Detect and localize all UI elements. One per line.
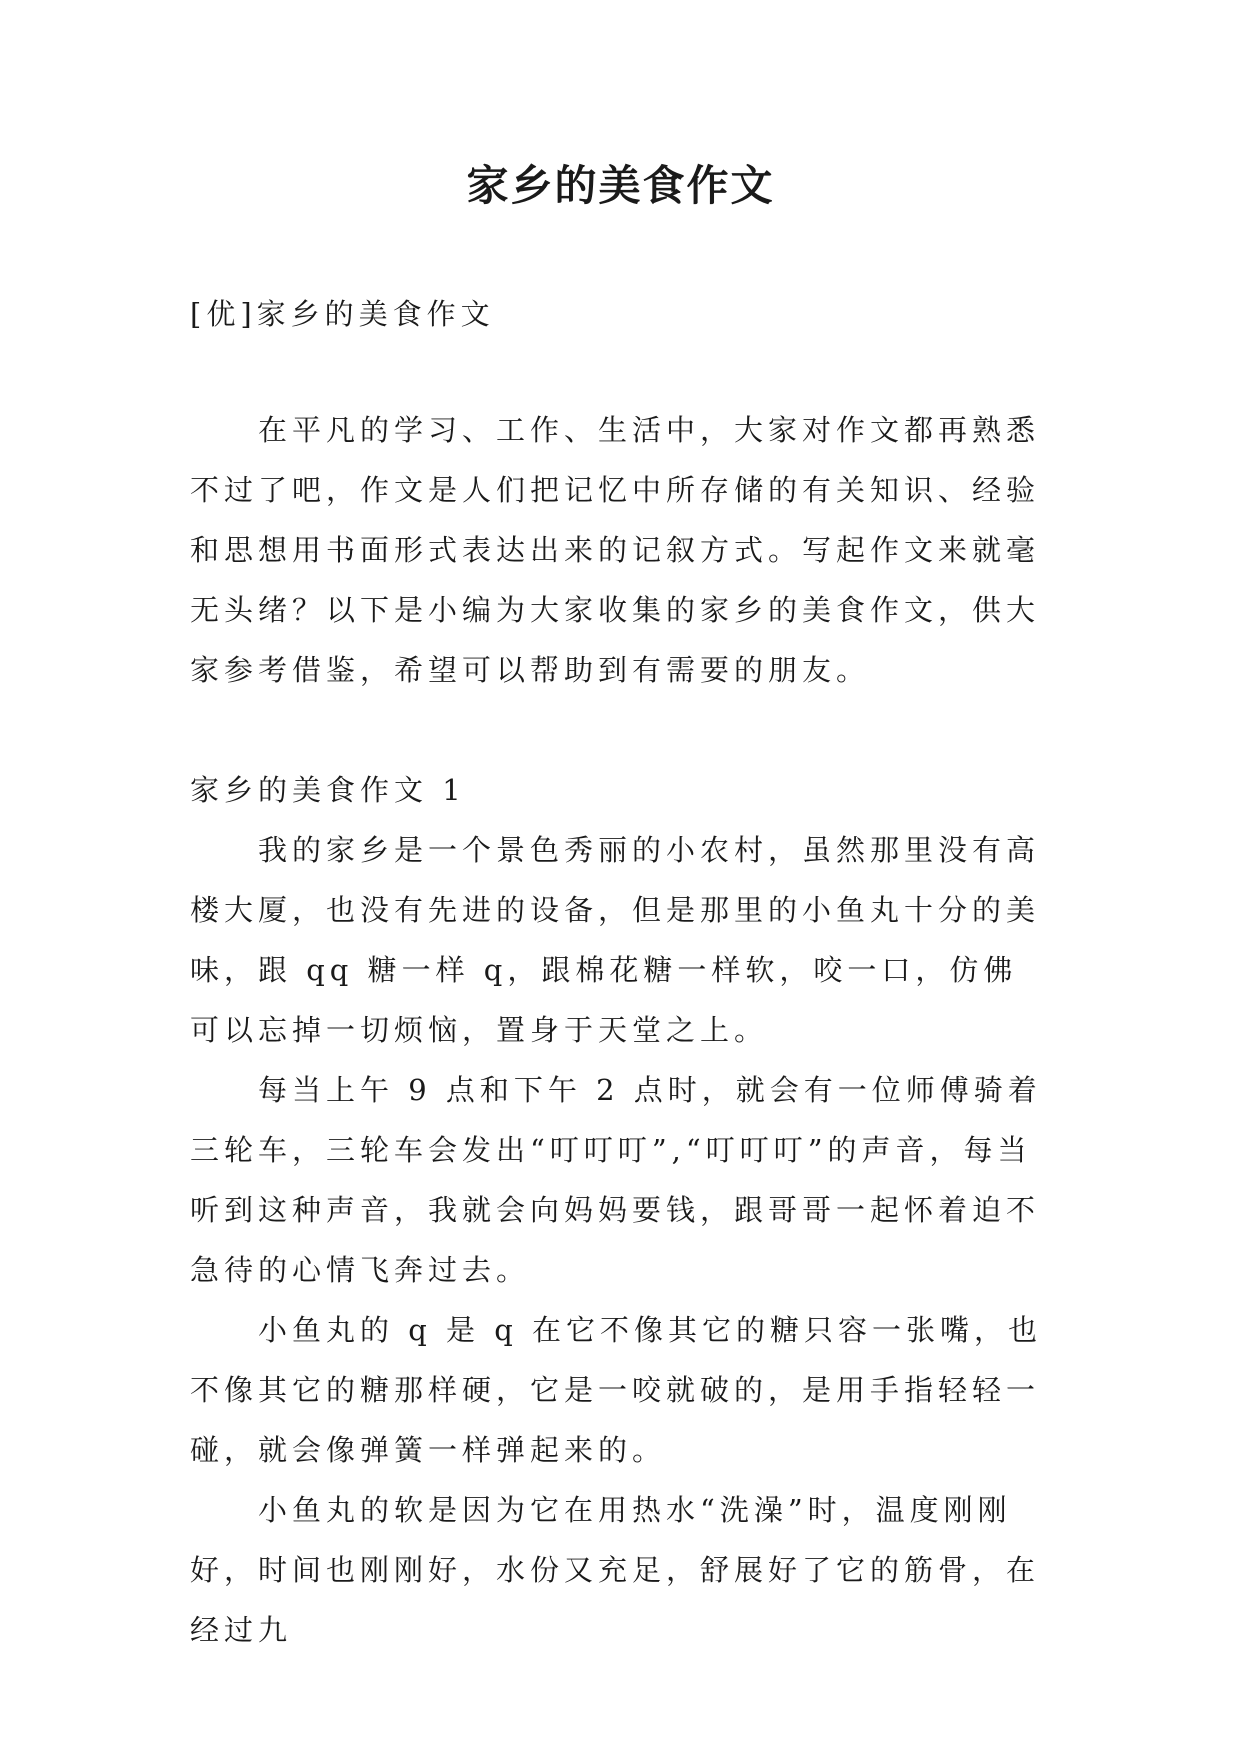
intro-paragraph: 在平凡的学习、工作、生活中，大家对作文都再熟悉不过了吧，作文是人们把记忆中所存储的有关知识、经验和思想用书面形式表达出来的记叙方式。写起作文来就毫无头绪？以下是小编为大家收集的家乡的美食作文，供大家参考借鉴，希望可以帮助到有需要的朋友。 bbox=[190, 413, 1041, 687]
essay-section bbox=[190, 760, 1050, 1660]
essay-paragraph: 每当上午 9 点和下午 2 点时，就会有一位师傅骑着三轮车，三轮车会发出“叮叮叮”,“叮叮叮”的声音，每当听到这种声音，我就会向妈妈要钱，跟哥哥一起怀着迫不急待的心情飞奔过去。 bbox=[190, 1073, 1042, 1287]
essay-paragraph: 小鱼丸的 q 是 q 在它不像其它的糖只容一张嘴，也不像其它的糖那样硬，它是一咬就破的，是用手指轻轻一碰，就会像弹簧一样弹起来的。 bbox=[190, 1313, 1043, 1467]
document-subtitle: [优]家乡的美食作文 bbox=[190, 297, 495, 331]
essay-paragraph: 我的家乡是一个景色秀丽的小农村，虽然那里没有高楼大厦，也没有先进的设备，但是那里的小鱼丸十分的美味，跟 qq 糖一样 q，跟棉花糖一样软，咬一口，仿佛可以忘掉一切烦恼，置身于天堂之上。 bbox=[190, 833, 1041, 1047]
section-heading: 家乡的美食作文 1 bbox=[190, 773, 466, 807]
page-title: 家乡的美食作文 bbox=[466, 161, 775, 210]
intro-block bbox=[190, 400, 1050, 700]
essay-paragraph: 小鱼丸的软是因为它在用热水“洗澡”时，温度刚刚好，时间也刚刚好，水份又充足，舒展好了它的筋骨，在经过九 bbox=[190, 1493, 1041, 1647]
